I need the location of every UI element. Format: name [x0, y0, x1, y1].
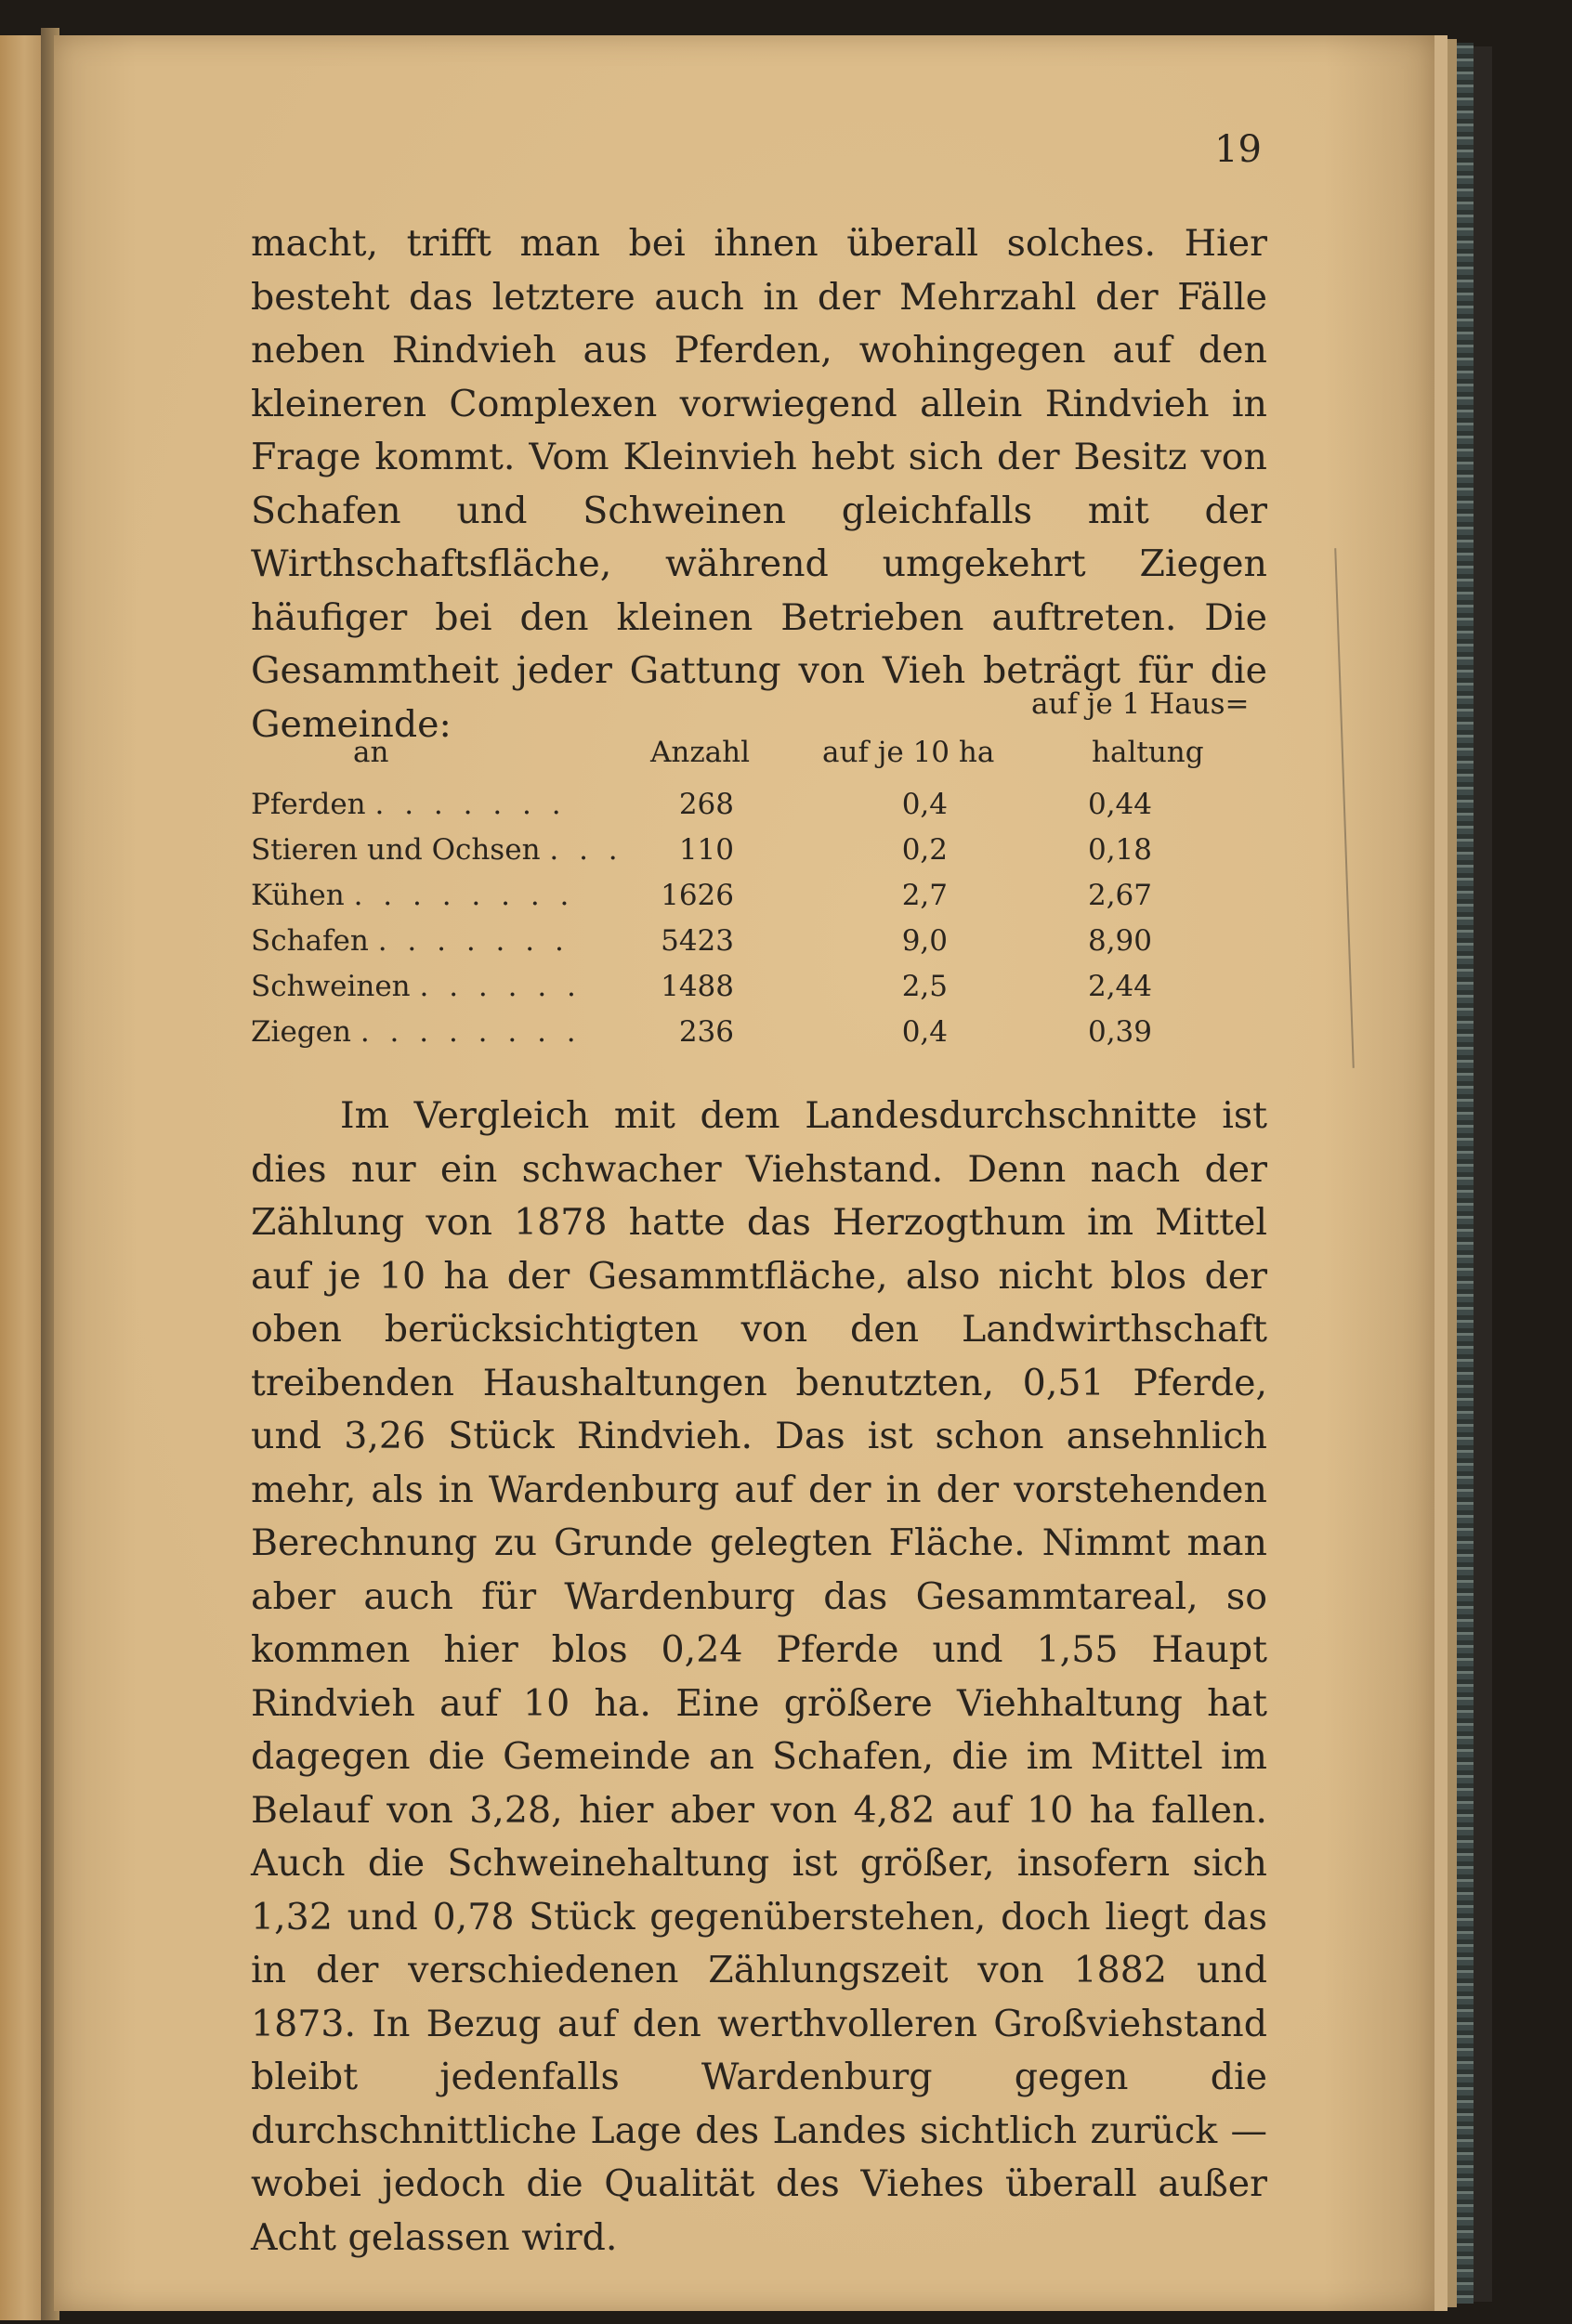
cell-per-ha: 0,4: [901, 788, 948, 821]
cell-anzahl: 1488: [661, 970, 734, 1003]
cell-per-household: 8,90: [1087, 924, 1152, 958]
cell-per-ha: 2,5: [901, 970, 948, 1003]
table-row: [251, 1015, 1273, 1062]
table-row: [251, 924, 1273, 971]
cell-per-ha: 2,7: [901, 879, 948, 912]
row-label: [251, 788, 641, 821]
page-stack-edge: [1434, 35, 1448, 2311]
cell-per-ha: 0,4: [901, 1015, 948, 1049]
cell-per-ha: 0,2: [901, 833, 948, 867]
cell-per-ha: 9,0: [901, 924, 948, 958]
page-number: 19: [1214, 128, 1262, 171]
cell-per-household: 2,67: [1087, 879, 1152, 912]
animal-name: Kühen: [251, 879, 345, 912]
cell-per-household: 0,39: [1087, 1015, 1152, 1049]
paragraph-1: macht, trifft man bei ihnen überall solches. Hier besteht das letztere auch in der Mehrzahl der Fälle neben Rindvieh aus Pferden, wohingegen auf den kleineren Complexen vorwiegend allein Rindvieh in Frage kommt. Vom Kleinvieh hebt sich der Besitz von Schafen und Schweinen gleichfalls mit der Wirthschaftsfläche, während umgekehrt Ziegen häufiger bei den kleinen Betrieben auftreten. Die Gesammtheit jeder Gattung von Vieh beträgt für die Gemeinde:: [251, 222, 1267, 746]
row-label: [251, 879, 641, 912]
table-header-per-ha: auf je 10 ha: [822, 736, 995, 769]
table-header-label: an: [353, 736, 389, 769]
table-row: [251, 833, 1273, 880]
cell-per-household: 0,44: [1087, 788, 1152, 821]
animal-name: Pferden: [251, 788, 366, 821]
book-spine-shadow: [1474, 46, 1492, 2302]
cell-anzahl: 236: [678, 1015, 734, 1049]
table-row: [251, 970, 1273, 1016]
cell-per-household: 2,44: [1087, 970, 1152, 1003]
table-header-anzahl: Anzahl: [650, 736, 751, 769]
leader-dots: . . .: [549, 833, 623, 867]
animal-name: Ziegen: [251, 1015, 351, 1049]
page-stack-edge: [1448, 39, 1457, 2307]
animal-name: Stieren und Ochsen: [251, 833, 541, 867]
facing-page-edge: [0, 35, 41, 2320]
cell-anzahl: 5423: [661, 924, 734, 958]
leader-dots: . . . . . . . .: [353, 879, 575, 912]
leader-dots: . . . . . . .: [374, 788, 567, 821]
leader-dots: . . . . . . . .: [360, 1015, 582, 1049]
table-header-household-top: auf je 1 Haus=: [1031, 687, 1250, 721]
cell-anzahl: 110: [678, 833, 734, 867]
row-label: [251, 924, 641, 958]
book-cover-edge: [1457, 43, 1474, 2304]
cell-per-household: 0,18: [1087, 833, 1152, 867]
leader-dots: . . . . . .: [419, 970, 582, 1003]
leader-dots: . . . . . . .: [377, 924, 570, 958]
cell-anzahl: 268: [678, 788, 734, 821]
row-label: [251, 970, 641, 1003]
table-row: [251, 788, 1273, 834]
cell-anzahl: 1626: [661, 879, 734, 912]
row-label: [251, 1015, 641, 1049]
paragraph-2: Im Vergleich mit dem Landesdurchschnitte ist dies nur ein schwacher Viehstand. Denn nach der Zählung von 1878 hatte das Herzogthum im Mittel auf je 10 ha der Gesammtfläche, also nicht blos der oben berücksichtigten von den Landwirthschaft treibenden Haushaltungen benutzten, 0,51 Pferde, und 3,26 Stück Rindvieh. Das ist schon ansehnlich mehr, als in Wardenburg auf der in der vorstehenden Berechnung zu Grunde gelegten Fläche. Nimmt man aber auch für Wardenburg das Gesammtareal, so kommen hier blos 0,24 Pferde und 1,55 Haupt Rindvieh auf 10 ha. Eine größere Viehhaltung hat dagegen die Gemeinde an Schafen, die im Mittel im Belauf von 3,28, hier aber von 4,82 auf 10 ha fallen. Auch die Schweinehaltung ist größer, insofern sich 1,32 und 0,78 Stück gegenüberstehen, doch liegt das in der verschiedenen Zählungszeit von 1882 und 1873. In Bezug auf den werthvolleren Großviehstand bleibt jedenfalls Wardenburg gegen die durchschnittliche Lage des Landes sichtlich zurück — wobei jedoch die Qualität des Viehes überall außer Acht gelassen wird.: [251, 1094, 1267, 2259]
animal-name: Schweinen: [251, 970, 411, 1003]
row-label: [251, 833, 641, 867]
table-row: [251, 879, 1273, 925]
animal-name: Schafen: [251, 924, 369, 958]
table-header-per-household: haltung: [1092, 736, 1204, 769]
